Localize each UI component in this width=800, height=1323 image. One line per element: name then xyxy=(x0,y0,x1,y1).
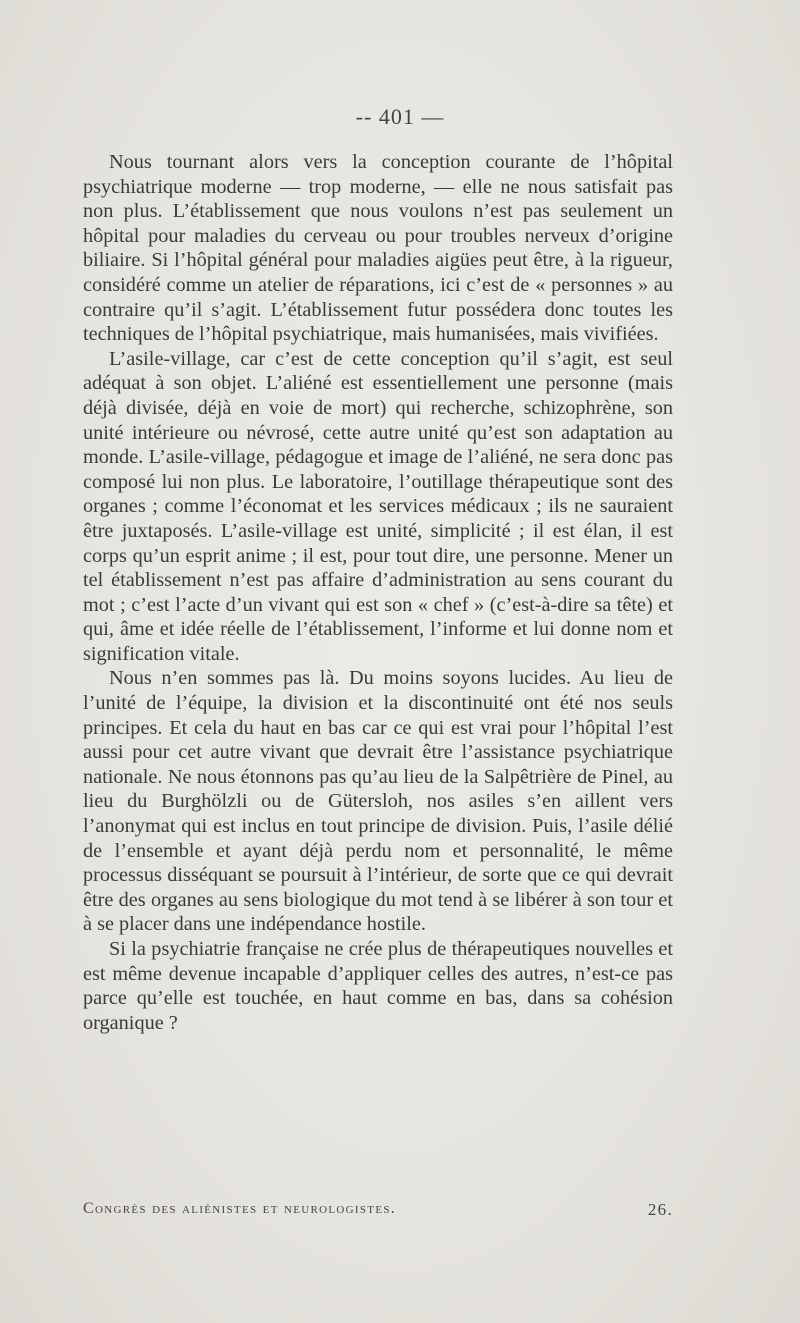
body-text xyxy=(83,150,673,1035)
paragraph: L’asile-village, car c’est de cette conception qu’il s’agit, est seul adéquat à son objet. L’aliéné est essentiellement une personne (mais déjà divisée, déjà en voie de mort) qui recherche, schizophrène, son unité intérieure ou névrosé, cette autre unité qu’est son adaptation au monde. L’asile-village, pédagogue et image de l’aliéné, ne sera donc pas composé lui non plus. Le laboratoire, l’outillage thérapeutique sont des organes ; comme l’économat et les services médicaux ; ils ne sauraient être juxtaposés. L’asile-village est unité, simplicité ; il est élan, il est corps qu’un esprit anime ; il est, pour tout dire, une personne. Mener un tel établissement n’est pas affaire d’administration au sens courant du mot ; c’est l’acte d’un vivant qui est son « chef » (c’est-à-dire sa tête) et qui, âme et idée réelle de l’établissement, l’informe et lui donne nom et signification vitale. xyxy=(83,347,673,665)
paragraph: Nous n’en sommes pas là. Du moins soyons lucides. Au lieu de l’unité de l’équipe, la division et la discontinuité ont été nos seuls principes. Et cela du haut en bas car ce qui est vrai pour l’hôpital l’est aussi pour cet autre vivant que devrait être l’assistance psychiatrique nationale. Ne nous étonnons pas qu’au lieu de la Salpêtrière de Pinel, au lieu du Burghölzli ou de Gütersloh, nos asiles s’en aillent vers l’anonymat qui est inclus en tout principe de division. Puis, l’asile délié de l’ensemble et ayant déjà perdu nom et personnalité, le même processus disséquant se poursuit à l’intérieur, de sorte que ce qui devrait être des organes au sens biologique du mot tend à se libérer à son tour et à se placer dans une indépendance hostile. xyxy=(83,667,673,936)
page-footer xyxy=(83,1200,673,1218)
page-number: -- 401 — xyxy=(355,104,445,129)
signature-number: 26. xyxy=(647,1200,673,1219)
paragraph: Si la psychiatrie française ne crée plus de thérapeutiques nouvelles et est même devenue incapable d’appliquer celles des autres, n’est-ce pas parce qu’elle est touchée, en haut comme en bas, dans sa cohésion organique ? xyxy=(83,938,673,1034)
signature-mark: Congrès des aliénistes et neurologistes. xyxy=(83,1200,397,1217)
paragraph: Nous tournant alors vers la conception courante de l’hôpital psychiatrique moderne — trop moderne, — elle ne nous satisfait pas non plus. L’établissement que nous voulons n’est pas seulement un hôpital pour maladies du cerveau ou pour troubles nerveux d’origine biliaire. Si l’hôpital général pour maladies aigües peut être, à la rigueur, considéré comme un atelier de réparations, ici c’est de « personnes » au contraire qu’il s’agit. L’établissement futur possédera donc toutes les techniques de l’hôpital psychiatrique, mais humanisées, mais vivifiées. xyxy=(83,151,673,346)
